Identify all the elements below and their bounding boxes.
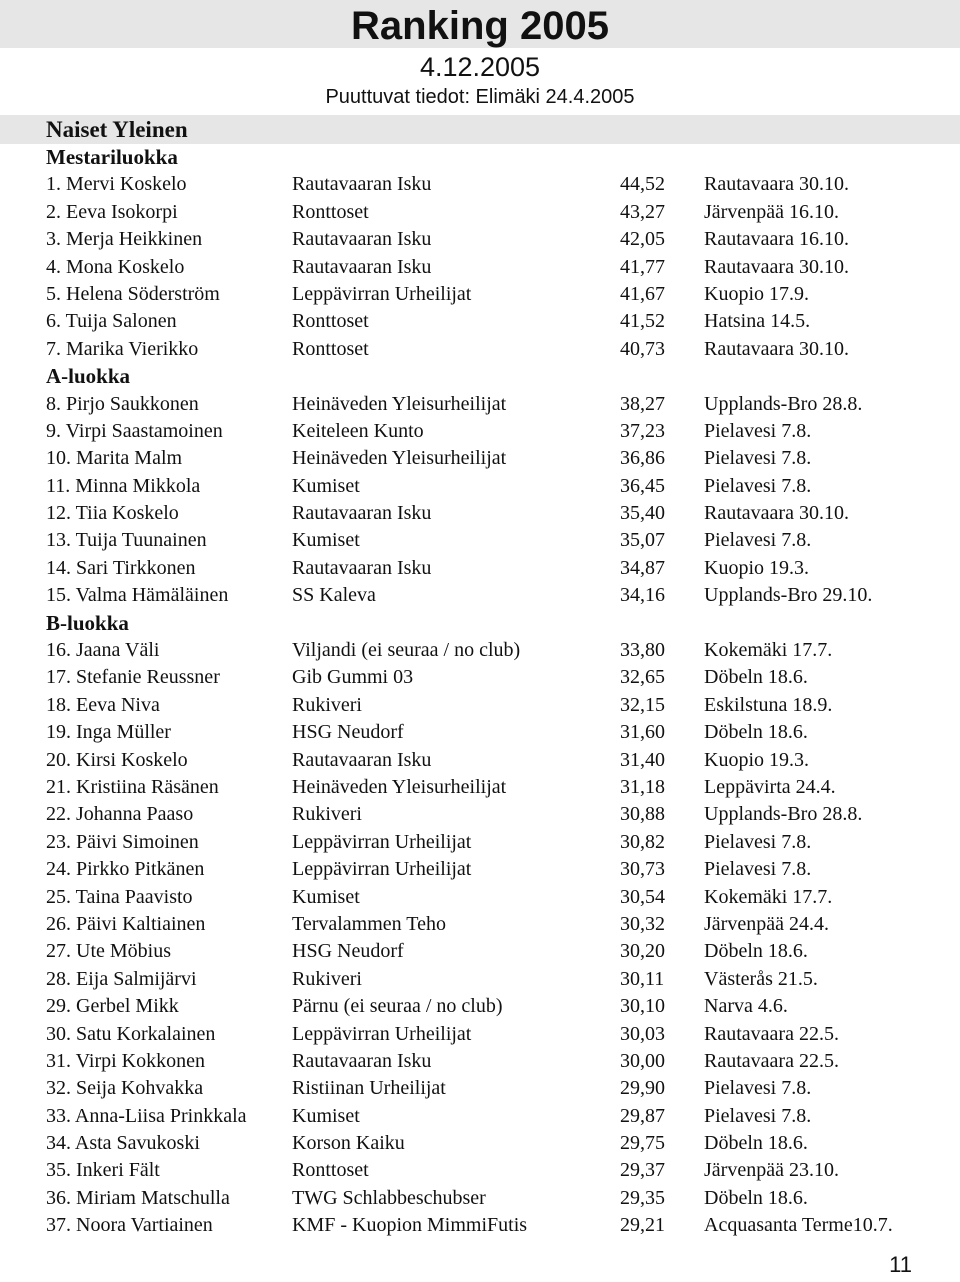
club-name: Leppävirran Urheilijat: [292, 858, 472, 881]
event-place-date: Pielavesi 7.8.: [704, 858, 812, 881]
club-name: Rukiveri: [292, 803, 362, 826]
club-name: HSG Neudorf: [292, 721, 404, 744]
club-name: Ristiinan Urheilijat: [292, 1077, 446, 1100]
score-value: 31,40: [620, 748, 665, 771]
club-name: Rukiveri: [292, 967, 362, 990]
club-name: Ronttoset: [292, 337, 369, 360]
ranking-row: [0, 418, 960, 445]
ranking-row: [0, 856, 960, 883]
score-value: 30,10: [620, 995, 665, 1018]
club-name: Kumiset: [292, 885, 360, 908]
score-value: 30,82: [620, 830, 665, 853]
event-place-date: Västerås 21.5.: [704, 967, 818, 990]
athlete-name: 31. Virpi Kokkonen: [46, 1049, 205, 1072]
ranking-row: [0, 391, 960, 418]
athlete-name: 26. Päivi Kaltiainen: [46, 912, 206, 935]
event-place-date: Pielavesi 7.8.: [704, 474, 812, 497]
group-heading: [0, 610, 960, 637]
ranking-row: [0, 199, 960, 226]
athlete-name: 19. Inga Müller: [46, 721, 171, 744]
athlete-name: 15. Valma Hämäläinen: [46, 584, 229, 607]
club-name: HSG Neudorf: [292, 940, 404, 963]
event-place-date: Döbeln 18.6.: [704, 721, 808, 744]
athlete-name: 10. Marita Malm: [46, 447, 183, 470]
score-value: 31,18: [620, 775, 665, 798]
club-name: SS Kaleva: [292, 584, 376, 607]
club-name: Gib Gummi 03: [292, 666, 414, 689]
athlete-name: 29. Gerbel Mikk: [46, 995, 179, 1018]
score-value: 41,77: [620, 255, 665, 278]
event-place-date: Järvenpää 23.10.: [704, 1159, 839, 1182]
club-name: Tervalammen Teho: [292, 912, 446, 935]
athlete-name: 37. Noora Vartiainen: [46, 1214, 213, 1237]
ranking-row: [0, 582, 960, 609]
club-name: Leppävirran Urheilijat: [292, 1022, 472, 1045]
event-place-date: Döbeln 18.6.: [704, 666, 808, 689]
club-name: Ronttoset: [292, 1159, 369, 1182]
ranking-row: [0, 637, 960, 664]
athlete-name: 7. Marika Vierikko: [46, 337, 199, 360]
score-value: 30,88: [620, 803, 665, 826]
group-heading: [0, 144, 960, 171]
athlete-name: 28. Eija Salmijärvi: [46, 967, 197, 990]
score-value: 40,73: [620, 337, 665, 360]
event-place-date: Pielavesi 7.8.: [704, 1104, 812, 1127]
athlete-name: 22. Johanna Paaso: [46, 803, 194, 826]
score-value: 30,03: [620, 1022, 665, 1045]
club-name: Heinäveden Yleisurheilijat: [292, 447, 507, 470]
event-place-date: Kuopio 17.9.: [704, 282, 809, 305]
score-value: 29,75: [620, 1132, 665, 1155]
club-name: Leppävirran Urheilijat: [292, 830, 472, 853]
ranking-row: [0, 336, 960, 363]
event-place-date: Upplands-Bro 28.8.: [704, 392, 863, 415]
score-value: 29,90: [620, 1077, 665, 1100]
athlete-name: 21. Kristiina Räsänen: [46, 775, 219, 798]
missing-info-note: Puuttuvat tiedot: Elimäki 24.4.2005: [325, 86, 635, 108]
event-place-date: Pielavesi 7.8.: [704, 830, 812, 853]
group-title: Mestariluokka: [46, 145, 178, 169]
event-place-date: Rautavaara 22.5.: [704, 1022, 839, 1045]
event-place-date: Pielavesi 7.8.: [704, 447, 812, 470]
ranking-row: [0, 884, 960, 911]
club-name: Kumiset: [292, 474, 360, 497]
ranking-row: [0, 993, 960, 1020]
ranking-row: [0, 911, 960, 938]
score-value: 41,52: [620, 310, 665, 333]
club-name: Pärnu (ei seuraa / no club): [292, 995, 503, 1018]
ranking-row: [0, 1130, 960, 1157]
ranking-row: [0, 966, 960, 993]
score-value: 31,60: [620, 721, 665, 744]
athlete-name: 6. Tuija Salonen: [46, 310, 177, 333]
athlete-name: 33. Anna-Liisa Prinkkala: [46, 1104, 247, 1127]
club-name: Rautavaaran Isku: [292, 502, 432, 525]
club-name: Heinäveden Yleisurheilijat: [292, 775, 507, 798]
event-place-date: Leppävirta 24.4.: [704, 775, 836, 798]
score-value: 29,87: [620, 1104, 665, 1127]
event-place-date: Döbeln 18.6.: [704, 940, 808, 963]
page-number: 11: [889, 1252, 912, 1277]
club-name: TWG Schlabbeschubser: [292, 1186, 486, 1209]
score-value: 33,80: [620, 639, 665, 662]
score-value: 29,21: [620, 1214, 665, 1237]
ranking-row: [0, 1103, 960, 1130]
score-value: 32,15: [620, 693, 665, 716]
score-value: 29,37: [620, 1159, 665, 1182]
section-title: Naiset Yleinen: [46, 117, 188, 142]
event-place-date: Upplands-Bro 28.8.: [704, 803, 863, 826]
score-value: 30,73: [620, 858, 665, 881]
score-value: 29,35: [620, 1186, 665, 1209]
score-value: 41,67: [620, 282, 665, 305]
event-place-date: Pielavesi 7.8.: [704, 419, 812, 442]
club-name: Rautavaaran Isku: [292, 255, 432, 278]
group-title: A-luokka: [46, 364, 131, 389]
ranking-row: [0, 719, 960, 746]
score-value: 35,07: [620, 529, 665, 552]
club-name: Ronttoset: [292, 200, 369, 223]
ranking-row: [0, 1185, 960, 1212]
ranking-row: [0, 473, 960, 500]
event-place-date: Döbeln 18.6.: [704, 1186, 808, 1209]
event-place-date: Acquasanta Terme10.7.: [704, 1214, 893, 1237]
ranking-row: [0, 281, 960, 308]
score-value: 43,27: [620, 200, 665, 223]
athlete-name: 12. Tiia Koskelo: [46, 502, 179, 525]
club-name: Rautavaaran Isku: [292, 748, 432, 771]
event-place-date: Hatsina 14.5.: [704, 310, 811, 333]
event-place-date: Rautavaara 30.10.: [704, 173, 849, 196]
ranking-row: [0, 1048, 960, 1075]
athlete-name: 11. Minna Mikkola: [46, 474, 201, 497]
club-name: Ronttoset: [292, 310, 369, 333]
athlete-name: 25. Taina Paavisto: [46, 885, 193, 908]
athlete-name: 14. Sari Tirkkonen: [46, 556, 196, 579]
athlete-name: 5. Helena Söderström: [46, 282, 220, 305]
event-place-date: Rautavaara 30.10.: [704, 255, 849, 278]
score-value: 34,16: [620, 584, 665, 607]
club-name: Leppävirran Urheilijat: [292, 282, 472, 305]
score-value: 37,23: [620, 419, 665, 442]
athlete-name: 20. Kirsi Koskelo: [46, 748, 188, 771]
athlete-name: 34. Asta Savukoski: [46, 1132, 200, 1155]
club-name: Kumiset: [292, 529, 360, 552]
club-name: KMF - Kuopion MimmiFutis: [292, 1214, 528, 1237]
club-name: Viljandi (ei seuraa / no club): [292, 639, 521, 662]
score-value: 38,27: [620, 392, 665, 415]
athlete-name: 27. Ute Möbius: [46, 940, 171, 963]
event-place-date: Rautavaara 16.10.: [704, 228, 849, 251]
ranking-row: [0, 938, 960, 965]
event-place-date: Eskilstuna 18.9.: [704, 693, 833, 716]
athlete-name: 36. Miriam Matschulla: [46, 1186, 230, 1209]
club-name: Rautavaaran Isku: [292, 1049, 432, 1072]
event-place-date: Rautavaara 22.5.: [704, 1049, 839, 1072]
ranking-row: [0, 692, 960, 719]
club-name: Keiteleen Kunto: [292, 419, 424, 442]
event-place-date: Kuopio 19.3.: [704, 556, 809, 579]
event-place-date: Järvenpää 24.4.: [704, 912, 829, 935]
group-title: B-luokka: [46, 610, 129, 635]
page-title: Ranking 2005: [351, 4, 609, 48]
score-value: 36,45: [620, 474, 665, 497]
score-value: 32,65: [620, 666, 665, 689]
athlete-name: 13. Tuija Tuunainen: [46, 529, 207, 552]
club-name: Heinäveden Yleisurheilijat: [292, 392, 507, 415]
ranking-row: [0, 254, 960, 281]
ranking-row: [0, 445, 960, 472]
athlete-name: 24. Pirkko Pitkänen: [46, 858, 205, 881]
athlete-name: 1. Mervi Koskelo: [46, 173, 187, 196]
score-value: 34,87: [620, 556, 665, 579]
ranking-row: [0, 500, 960, 527]
score-value: 42,05: [620, 228, 665, 251]
group-heading: [0, 363, 960, 390]
event-place-date: Upplands-Bro 29.10.: [704, 584, 873, 607]
club-name: Rautavaaran Isku: [292, 556, 432, 579]
ranking-row: [0, 664, 960, 691]
ranking-row: [0, 801, 960, 828]
event-place-date: Rautavaara 30.10.: [704, 337, 849, 360]
event-place-date: Pielavesi 7.8.: [704, 529, 812, 552]
event-place-date: Döbeln 18.6.: [704, 1132, 808, 1155]
event-place-date: Narva 4.6.: [704, 995, 788, 1018]
ranking-row: [0, 555, 960, 582]
ranking-list: [0, 144, 960, 1240]
score-value: 36,86: [620, 447, 665, 470]
score-value: 30,54: [620, 885, 665, 908]
event-place-date: Kokemäki 17.7.: [704, 885, 833, 908]
ranking-row: [0, 1021, 960, 1048]
event-place-date: Kokemäki 17.7.: [704, 639, 833, 662]
ranking-row: [0, 226, 960, 253]
club-name: Korson Kaiku: [292, 1132, 405, 1155]
ranking-row: [0, 1212, 960, 1239]
ranking-row: [0, 308, 960, 335]
ranking-row: [0, 1157, 960, 1184]
ranking-row: [0, 747, 960, 774]
athlete-name: 32. Seija Kohvakka: [46, 1077, 204, 1100]
athlete-name: 35. Inkeri Fält: [46, 1159, 160, 1182]
score-value: 30,32: [620, 912, 665, 935]
athlete-name: 17. Stefanie Reussner: [46, 666, 220, 689]
club-name: Kumiset: [292, 1104, 360, 1127]
ranking-row: [0, 171, 960, 198]
club-name: Rautavaaran Isku: [292, 228, 432, 251]
ranking-row: [0, 774, 960, 801]
club-name: Rautavaaran Isku: [292, 173, 432, 196]
score-value: 44,52: [620, 173, 665, 196]
event-place-date: Kuopio 19.3.: [704, 748, 809, 771]
score-value: 35,40: [620, 502, 665, 525]
athlete-name: 18. Eeva Niva: [46, 693, 160, 716]
event-place-date: Pielavesi 7.8.: [704, 1077, 812, 1100]
ranking-date: 4.12.2005: [419, 52, 541, 82]
score-value: 30,11: [620, 967, 665, 990]
athlete-name: 30. Satu Korkalainen: [46, 1022, 216, 1045]
club-name: Rukiveri: [292, 693, 362, 716]
athlete-name: 8. Pirjo Saukkonen: [46, 392, 199, 415]
athlete-name: 9. Virpi Saastamoinen: [46, 419, 223, 442]
athlete-name: 3. Merja Heikkinen: [46, 228, 203, 251]
score-value: 30,00: [620, 1049, 665, 1072]
event-place-date: Rautavaara 30.10.: [704, 502, 849, 525]
event-place-date: Järvenpää 16.10.: [704, 200, 839, 223]
athlete-name: 2. Eeva Isokorpi: [46, 200, 178, 223]
ranking-row: [0, 527, 960, 554]
athlete-name: 16. Jaana Väli: [46, 639, 160, 662]
athlete-name: 4. Mona Koskelo: [46, 255, 185, 278]
ranking-row: [0, 829, 960, 856]
score-value: 30,20: [620, 940, 665, 963]
athlete-name: 23. Päivi Simoinen: [46, 830, 199, 853]
ranking-row: [0, 1075, 960, 1102]
